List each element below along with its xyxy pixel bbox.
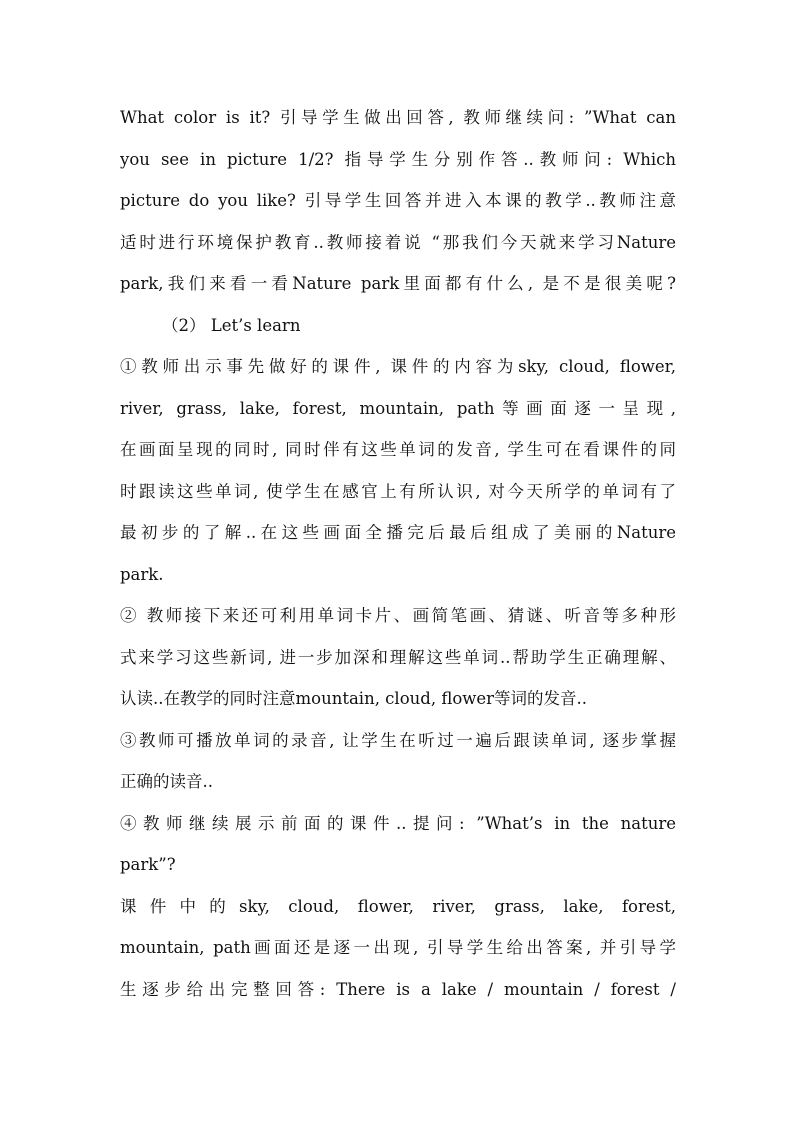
text-line: 在画面呈现的同时, 同时伴有这些单词的发音, 学生可在看课件的同 <box>120 440 676 459</box>
text-line: 适时进行环境保护教育..教师接着说 “那我们今天就来学习Nature <box>120 232 676 252</box>
text-line: picture do you like? 引导学生回答并进入本课的教学..教师注意 <box>120 191 676 210</box>
text-line: 式来学习这些新词, 进一步加深和理解这些单词..帮助学生正确理解、 <box>120 647 676 667</box>
text-line: park. <box>120 564 164 584</box>
text-line: park,我们来看一看Nature park里面都有什么, 是不是很美呢? <box>120 274 676 293</box>
text-line: you see in picture 1/2? 指导学生分别作答..教师问: Which <box>120 149 676 169</box>
text-line: 正确的读音.. <box>120 772 213 791</box>
text-line: ② 教师接下来还可利用单词卡片、画简笔画、猜谜、听音等多种形 <box>120 606 676 625</box>
body-text <box>120 97 676 1010</box>
text-line: 最初步的了解..在这些画面全播完后最后组成了美丽的Nature <box>120 523 676 542</box>
section-heading: （2） Let’s learn <box>162 315 301 335</box>
text-line: 生逐步给出完整回答: There is a lake / mountain / forest / <box>120 979 676 999</box>
text-line: 时跟读这些单词, 使学生在感官上有所认识, 对今天所学的单词有了 <box>120 481 676 501</box>
text-line: mountain, path画面还是逐一出现, 引导学生给出答案, 并引导学 <box>120 938 676 957</box>
text-line: river, grass, lake, forest, mountain, path等画面逐一呈现, <box>120 398 676 418</box>
text-line: park”? <box>120 855 176 874</box>
text-line: 课件中的sky, cloud, flower, river, grass, lake, forest, <box>120 896 676 916</box>
text-line: What color is it? 引导学生做出回答, 教师继续问: ”What can <box>120 108 676 127</box>
text-line: ④教师继续展示前面的课件..提问: ”What’s in the nature <box>120 813 676 833</box>
text-line: ③教师可播放单词的录音, 让学生在听过一遍后跟读单词, 逐步掌握 <box>120 730 676 750</box>
text-line: 认读..在教学的同时注意mountain, cloud, flower等词的发音.. <box>120 689 588 708</box>
text-line: ①教师出示事先做好的课件, 课件的内容为sky, cloud, flower, <box>120 357 676 376</box>
